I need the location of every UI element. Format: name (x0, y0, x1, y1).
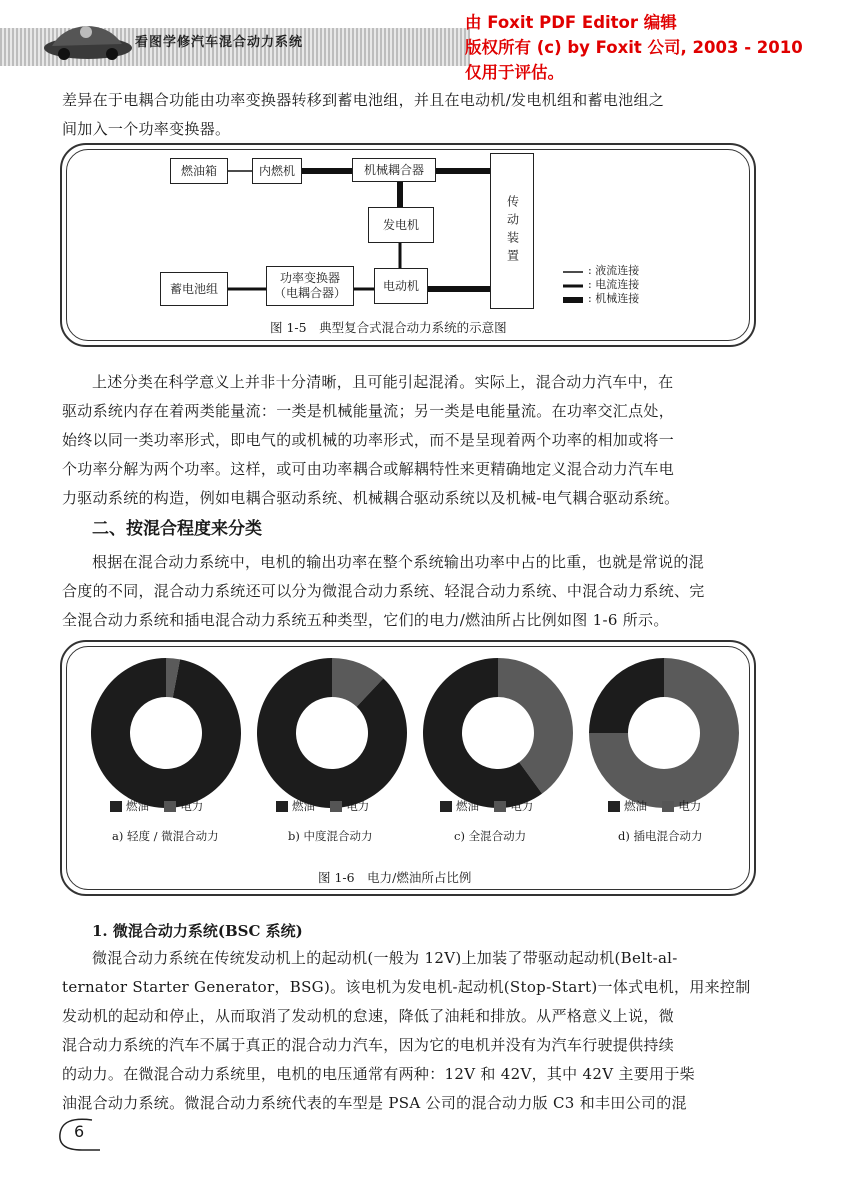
foxit-watermark (465, 10, 803, 85)
block-motor: 电动机 (374, 268, 428, 304)
watermark-line: 由 Foxit PDF Editor 编辑 (465, 13, 677, 32)
text-line: 根据在混合动力系统中，电机的输出功率在整个系统输出功率中占的比重，也就是常说的混 (92, 553, 705, 571)
fuel-slice (257, 658, 407, 808)
text-line: 始终以同一类功率形式，即电气的或机械的功率形式，而不是呈现着两个功率的相加或将一 (62, 431, 675, 449)
car-logo-icon (40, 18, 132, 62)
subcaption-a: a) 轻度 / 微混合动力 (112, 829, 219, 843)
text-line: 上述分类在科学意义上并非十分清晰，且可能引起混淆。实际上，混合动力汽车中，在 (92, 373, 674, 391)
subcaption-d: d) 插电混合动力 (618, 829, 703, 843)
converter-sublabel: （电耦合器） (273, 286, 346, 300)
text-line: 力驱动系统的构造，例如电耦合驱动系统、机械耦合驱动系统以及机械-电气耦合驱动系统。 (62, 489, 680, 507)
paragraph-3 (62, 548, 705, 635)
electric-swatch (164, 801, 176, 812)
legend-b (276, 798, 369, 814)
text-line: 混合动力系统的汽车不属于真正的混合动力汽车，因为它的电机并没有为汽车行驶提供持续 (62, 1036, 675, 1054)
legend-c (440, 798, 533, 814)
fuel-slice (91, 658, 241, 808)
block-generator: 发电机 (368, 207, 434, 243)
text-line: 发动机的起动和停止，从而取消了发动机的怠速，降低了油耗和排放。从严格意义上说，微 (62, 1007, 675, 1025)
block-power-converter (266, 266, 354, 306)
legend-fuel: 燃油 (292, 799, 315, 813)
text-line: 个功率分解为两个功率。这样，或可由功率耦合或解耦特性来更精确地定义混合动力汽车电 (62, 460, 675, 478)
running-title: 看图学修汽车混合动力系统 (135, 35, 304, 50)
converter-label: 功率变换器 (279, 271, 340, 285)
text-line: 差异在于电耦合功能由功率变换器转移到蓄电池组，并且在电动机/发电机组和蓄电池组之 (62, 91, 665, 109)
legend-electric: 电力 (180, 799, 204, 813)
electric-swatch (662, 801, 674, 812)
figure-1-5-caption: 图 1-5 典型复合式混合动力系统的示意图 (270, 320, 507, 335)
section-title: 二、按混合程度来分类 (92, 519, 262, 539)
block-fuel-tank: 燃油箱 (170, 158, 228, 184)
legend-fluid: : 液流连接 (588, 264, 640, 277)
subsection-title: 1. 微混合动力系统(BSC 系统) (92, 922, 303, 940)
figure-1-5-legend (588, 264, 639, 306)
figure-1-6-caption: 图 1-6 电力/燃油所占比例 (318, 870, 472, 885)
text-line: 微混合动力系统在传统发动机上的起动机(一般为 12V)上加装了带驱动起动机(Belt-al- (92, 949, 678, 967)
page-number: 6 (74, 1122, 85, 1141)
paragraph-2 (62, 368, 679, 513)
electric-swatch (330, 801, 342, 812)
fuel-slice (589, 658, 664, 733)
legend-a (110, 798, 203, 814)
watermark-line: 版权所有 (c) by Foxit 公司, 2003 - 2010 (465, 38, 803, 57)
legend-d (608, 798, 701, 814)
paragraph-1 (62, 86, 664, 144)
subcaption-b: b) 中度混合动力 (288, 829, 373, 843)
legend-electric: 电力 (346, 799, 370, 813)
block-mech-coupler: 机械耦合器 (352, 158, 436, 182)
subcaption-c: c) 全混合动力 (454, 829, 527, 843)
watermark-line: 仅用于评估。 (465, 63, 564, 82)
legend-electric: 电力 (510, 799, 534, 813)
legend-electric: 电力 (678, 799, 702, 813)
text-line: 的动力。在微混合动力系统里，电机的电压通常有两种：12V 和 42V，其中 42V 主要用于柴 (62, 1065, 695, 1083)
legend-fuel: 燃油 (624, 799, 647, 813)
fuel-swatch (110, 801, 122, 812)
paragraph-4 (62, 944, 751, 1118)
text-line: ternator Starter Generator，BSG)。该电机为发电机-起动机(Stop-Start)一体式电机，用来控制 (62, 978, 751, 996)
fuel-swatch (440, 801, 452, 812)
text-line: 油混合动力系统。微混合动力系统代表的车型是 PSA 公司的混合动力版 C3 和丰田公司的混 (62, 1094, 687, 1112)
fuel-swatch (608, 801, 620, 812)
legend-fuel: 燃油 (126, 799, 149, 813)
text-line: 全混合动力系统和插电混合动力系统五种类型，它们的电力/燃油所占比例如图 1-6 所示。 (62, 611, 669, 629)
block-battery: 蓄电池组 (160, 272, 228, 306)
legend-electric: : 电流连接 (588, 278, 640, 291)
text-line: 间加入一个功率变换器。 (62, 120, 231, 138)
legend-fuel: 燃油 (456, 799, 479, 813)
legend-mechanical: : 机械连接 (588, 292, 640, 305)
text-line: 合度的不同，混合动力系统还可以分为微混合动力系统、轻混合动力系统、中混合动力系统、完 (62, 582, 705, 600)
figure-1-6-donuts (60, 640, 756, 820)
block-transmission: 传动装置 (490, 153, 534, 309)
fuel-swatch (276, 801, 288, 812)
block-engine: 内燃机 (252, 158, 302, 184)
text-line: 驱动系统内存在着两类能量流：一类是机械能量流；另一类是电能量流。在功率交汇点处， (62, 402, 675, 420)
electric-swatch (494, 801, 506, 812)
